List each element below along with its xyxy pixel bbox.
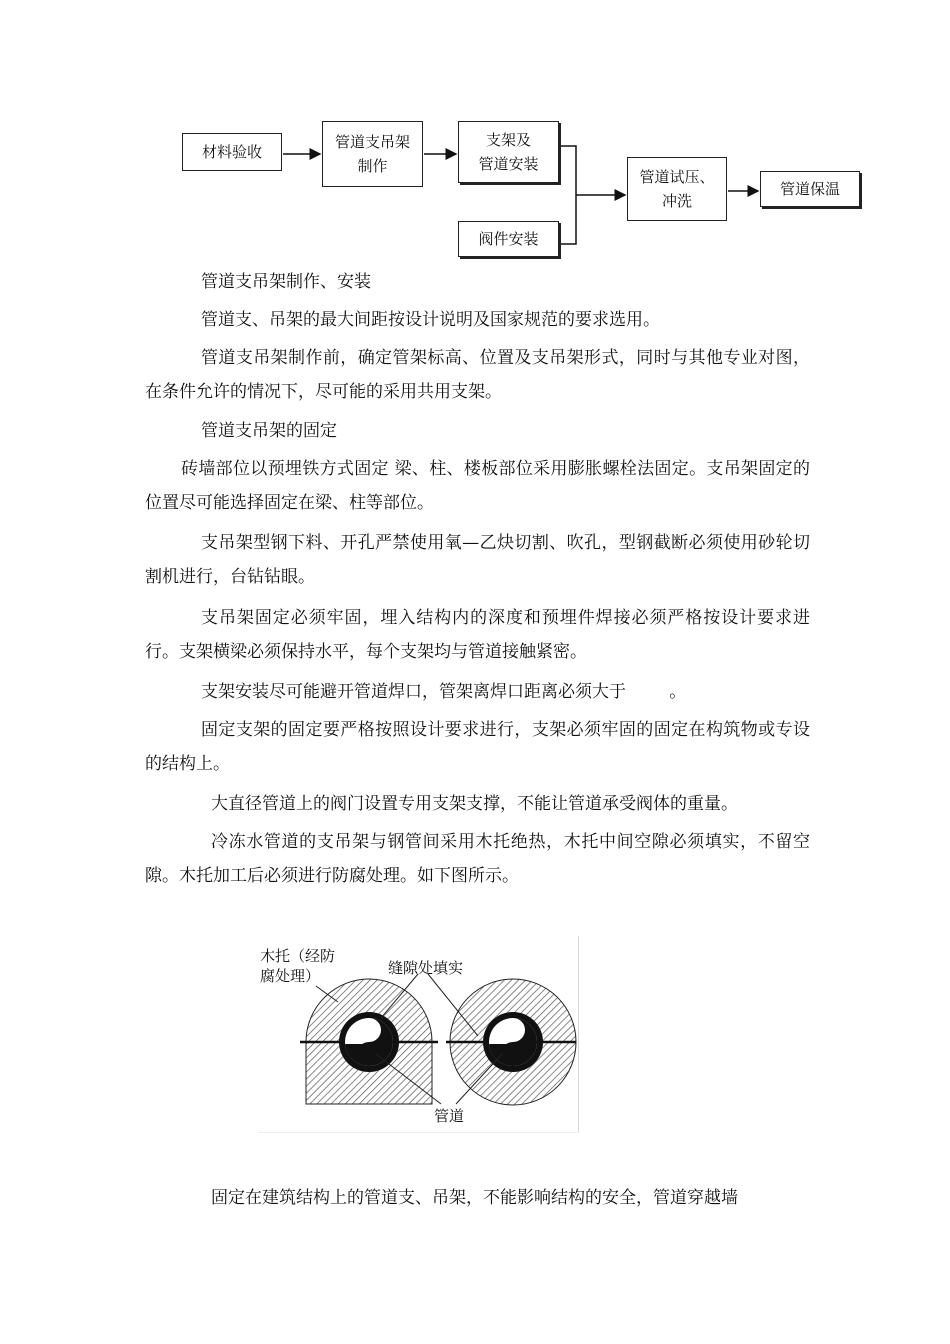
flow-label: 制作 (357, 157, 388, 175)
label-line: 缝隙处填实 (388, 959, 464, 977)
flow-label: 管道保温 (779, 180, 840, 198)
paragraph: 支吊架固定必须牢固，埋入结构内的深度和预埋件焊接必须严格按设计要求进行。支架横梁必须保持水平，每个支架均与管道接触紧密。 (145, 608, 810, 662)
flow-label: 冲洗 (661, 192, 692, 210)
paragraph: 固定支架的固定要严格按照设计要求进行，支架必须牢固的固定在构筑物或专设的结构上。 (145, 720, 810, 774)
flow-label: 材料验收 (201, 143, 262, 161)
wood-block-figure (258, 936, 579, 1133)
flow-label: 管道支吊架 (334, 133, 410, 151)
paragraph: 支吊架型钢下料、开孔严禁使用氧—乙炔切割、吹孔，型钢截断必须使用砂轮切割机进行，台钻钻眼。 (145, 533, 810, 587)
label-line: 木托（经防 (260, 947, 336, 965)
flow-label: 管道试压、 (639, 168, 715, 186)
label-gap-filled (388, 958, 463, 978)
label-line: 腐处理） (260, 967, 321, 985)
label-wood-block (260, 946, 335, 986)
flow-connectors (0, 0, 950, 280)
merge-line (561, 146, 576, 244)
paragraph: 支架安装尽可能避开管道焊口，管架离焊口距离必须大于 。 (201, 682, 687, 702)
paragraph: 管道支吊架制作、安装 (201, 272, 371, 292)
flow-label: 阀件安装 (478, 230, 539, 248)
paragraph: 大直径管道上的阀门设置专用支架支撑，不能让管道承受阀体的重量。 (211, 794, 738, 814)
flow-label: 支架及 (485, 131, 531, 149)
paragraph: 冷冻水管道的支吊架与钢管间采用木托绝热，木托中间空隙必须填实，不留空隙。木托加工后必须进行防腐处理。如下图所示。 (145, 832, 810, 886)
paragraph: 砖墙部位以预埋铁方式固定 梁、柱、楼板部位采用膨胀螺栓法固定。支吊架固定的位置尽可能选择固定在梁、柱等部位。 (145, 459, 810, 513)
label-pipe (434, 1106, 464, 1126)
paragraph: 管道支吊架制作前，确定管架标高、位置及支吊架形式，同时与其他专业对图，在条件允许的情况下，尽可能的采用共用支架。 (145, 348, 810, 402)
flow-label: 管道安装 (478, 155, 539, 173)
paragraph: 管道支吊架的固定 (201, 421, 337, 441)
wood-block-right (446, 979, 576, 1105)
paragraph: 管道支、吊架的最大间距按设计说明及国家规范的要求选用。 (201, 310, 660, 330)
label-line: 管道 (434, 1107, 465, 1125)
paragraph: 固定在建筑结构上的管道支、吊架，不能影响结构的安全，管道穿越墙 (211, 1188, 738, 1208)
